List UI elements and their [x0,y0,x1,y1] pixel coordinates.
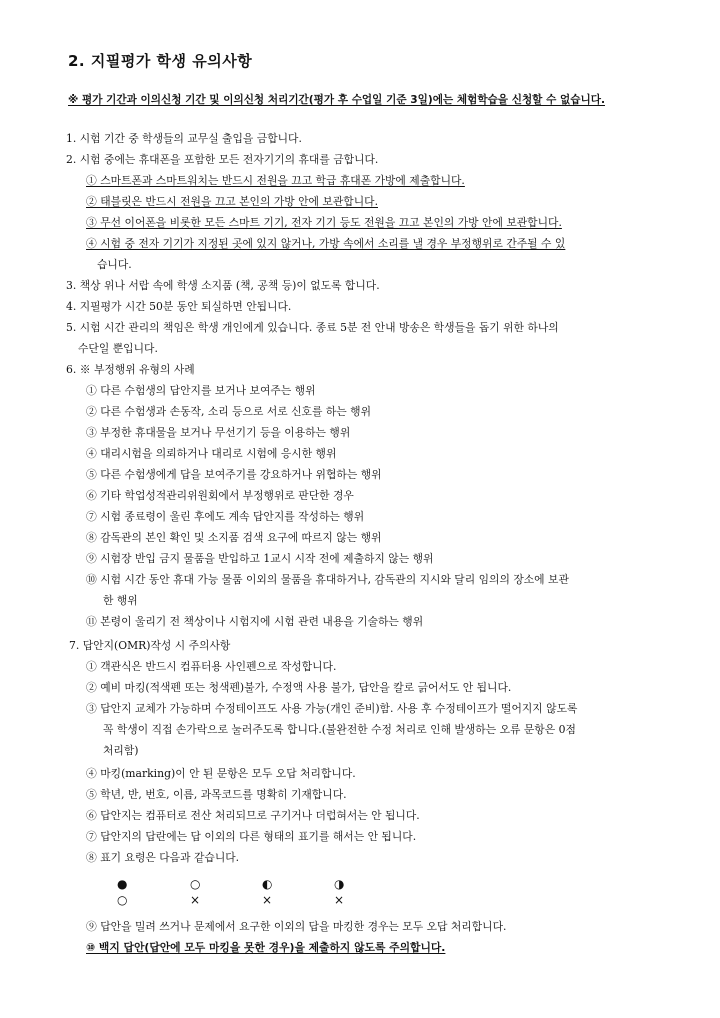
item-2-4-cont: 습니다. [97,258,132,271]
item-7-9: ⑨ 답안을 밀려 쓰거나 문제에서 요구한 이외의 답을 마킹한 경우는 모두 오답 처리합니다. [86,920,507,933]
item-2-2: ② 태블릿은 반드시 전원을 끄고 본인의 가방 안에 보관합니다. [86,195,378,208]
item-5: 5. 시험 시간 관리의 책임은 학생 개인에게 있습니다. 종료 5분 전 안내 방송은 학생들을 돕기 위한 하나의 [66,321,559,334]
item-7-6: ⑥ 답안지는 컴퓨터로 전산 처리되므로 구기거나 더럽혀서는 안 됩니다. [86,809,420,822]
item-6-1: ① 다른 수험생의 답안지를 보거나 보여주는 행위 [86,384,316,397]
mark-result-wrong-1: × [190,893,201,907]
item-6-10-cont: 한 행위 [103,594,138,607]
section-title: 2. 지필평가 학생 유의사항 [68,52,253,70]
notice-text: ※ 평가 기간과 이의신청 기간 및 이의신청 처리기간(평가 후 수업일 기준 3일)에는 체험학습을 신청할 수 없습니다. [68,94,605,106]
item-7-1: ① 객관식은 반드시 컴퓨터용 사인펜으로 작성합니다. [86,660,337,673]
item-7-3: ③ 답안지 교체가 가능하며 수정테이프도 사용 가능(개인 준비)함. 사용 후 수정테이프가 떨어지지 않도록 [86,702,578,715]
item-7-3-cont2: 처리함) [103,744,139,757]
item-7: 7. 답안지(OMR)작성 시 주의사항 [69,639,231,652]
mark-half-left: ◐ [262,877,273,891]
item-7-10: ⑩ 백지 답안(답안에 모두 마킹을 못한 경우)을 제출하지 않도록 주의합니다. [86,941,446,954]
notice-line [68,92,605,107]
item-7-4: ④ 마킹(marking)이 안 된 문항은 모두 오답 처리합니다. [86,767,356,780]
item-5-cont: 수단일 뿐입니다. [78,342,158,355]
item-7-7: ⑦ 답안지의 답란에는 답 이외의 다른 형태의 표기를 해서는 안 됩니다. [86,830,417,843]
item-6-5: ⑤ 다른 수험생에게 답을 보여주기를 강요하거나 위협하는 행위 [86,468,382,481]
item-6-8: ⑧ 감독관의 본인 확인 및 소지품 검색 요구에 따르지 않는 행위 [86,531,382,544]
item-2-4: ④ 시험 중 전자 기기가 지정된 곳에 있지 않거나, 가방 속에서 소리를 낼 경우 부정행위로 간주될 수 있 [86,237,566,250]
item-6-10: ⑩ 시험 시간 동안 휴대 가능 물품 이외의 물품을 휴대하거나, 감독관의 지시와 달리 임의의 장소에 보관 [86,573,569,586]
item-7-2: ② 예비 마킹(적색펜 또는 청색펜)불가, 수정액 사용 불가, 답안을 칼로 긁어서도 안 됩니다. [86,681,512,694]
item-6: 6. ※ 부정행위 유형의 사례 [66,363,195,376]
item-7-5: ⑤ 학년, 반, 번호, 이름, 과목코드를 명확히 기재합니다. [86,788,347,801]
item-6-6: ⑥ 기타 학업성적관리위원회에서 부정행위로 판단한 경우 [86,489,354,502]
item-4: 4. 지필평가 시간 50분 동안 퇴실하면 안됩니다. [66,300,292,313]
item-7-3-cont1: 꼭 학생이 직접 손가락으로 눌러주도록 합니다.(불완전한 수정 처리로 인해 발생하는 오류 문항은 0점 [103,723,576,736]
item-6-3: ③ 부정한 휴대물을 보거나 무선기기 등을 이용하는 행위 [86,426,351,439]
mark-half-right: ◑ [334,877,345,891]
item-6-11: ⑪ 본령이 울리기 전 책상이나 시험지에 시험 관련 내용을 기술하는 행위 [86,615,424,628]
item-2-1: ① 스마트폰과 스마트워치는 반드시 전원을 끄고 학급 휴대폰 가방에 제출합니다. [86,174,465,187]
item-1: 1. 시험 기간 중 학생들의 교무실 출입을 금합니다. [66,132,302,145]
item-7-8: ⑧ 표기 요령은 다음과 같습니다. [86,851,240,864]
mark-result-correct: ○ [117,893,128,907]
item-6-2: ② 다른 수험생과 손동작, 소리 등으로 서로 신호를 하는 행위 [86,405,371,418]
item-6-7: ⑦ 시험 종료령이 울린 후에도 계속 답안지를 작성하는 행위 [86,510,365,523]
item-2-3: ③ 무선 이어폰을 비롯한 모든 스마트 기기, 전자 기기 등도 전원을 끄고 본인의 가방 안에 보관합니다. [86,216,562,229]
mark-result-wrong-3: × [334,893,345,907]
item-2: 2. 시험 중에는 휴대폰을 포함한 모든 전자기기의 휴대를 금합니다. [66,153,379,166]
mark-empty-circle: ○ [190,877,201,891]
item-6-4: ④ 대리시험을 의뢰하거나 대리로 시험에 응시한 행위 [86,447,337,460]
mark-result-wrong-2: × [262,893,273,907]
mark-filled-correct: ● [117,877,128,891]
item-3: 3. 책상 위나 서랍 속에 학생 소지품 (책, 공책 등)이 없도록 합니다. [66,279,380,292]
item-6-9: ⑨ 시험장 반입 금지 물품을 반입하고 1교시 시작 전에 제출하지 않는 행위 [86,552,434,565]
